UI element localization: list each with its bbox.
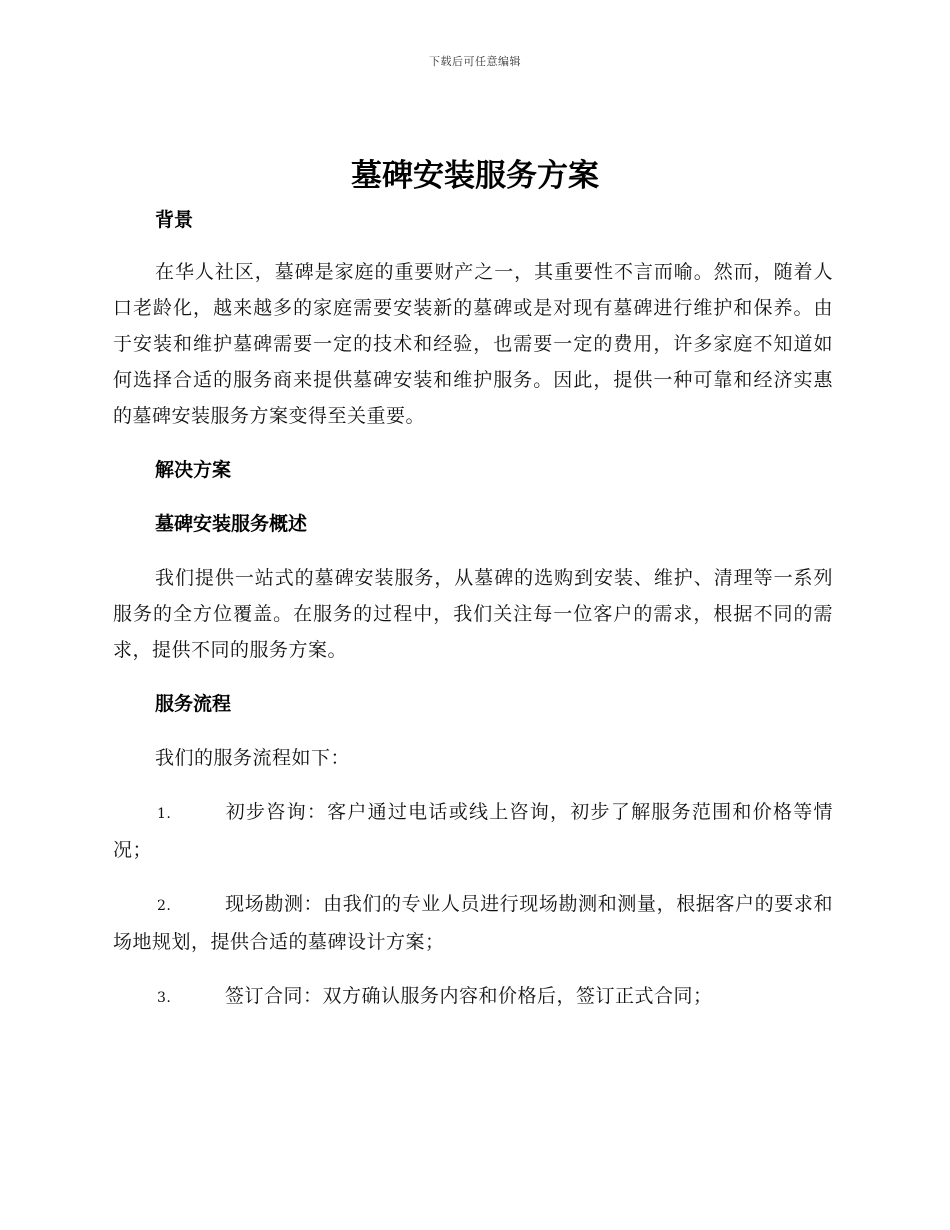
background-paragraph: 在华人社区，墓碑是家庭的重要财产之一，其重要性不言而喻。然而，随着人口老龄化，越来越多的家庭需要安装新的墓碑或是对现有墓碑进行维护和保养。由于安装和维护墓碑需要一定的技术和经验，也需要一定的费用，许多家庭不知道如何选择合适的服务商来提供墓碑安装和维护服务。因此，提供一种可靠和经济实惠的墓碑安装服务方案变得至关重要。 [113, 261, 833, 427]
document-title: 墓碑安装服务方案 [351, 158, 599, 194]
process-step-number: 3. [157, 990, 172, 1006]
process-step-number: 2. [157, 898, 172, 914]
header-note: 下载后可任意编辑 [429, 55, 521, 68]
section-heading-process: 服务流程 [155, 693, 232, 715]
process-step [113, 978, 833, 1016]
process-step-number: 1. [157, 806, 172, 822]
process-step [113, 886, 833, 960]
section-heading-background: 背景 [155, 209, 194, 231]
process-step-text: 现场勘测：由我们的专业人员进行现场勘测和测量，根据客户的要求和场地规划，提供合适的墓碑设计方案； [113, 893, 833, 953]
overview-paragraph: 我们提供一站式的墓碑安装服务，从墓碑的选购到安装、维护、清理等一系列服务的全方位覆盖。在服务的过程中，我们关注每一位客户的需求，根据不同的需求，提供不同的服务方案。 [113, 567, 833, 661]
document-body [113, 202, 833, 1016]
process-intro: 我们的服务流程如下： [155, 747, 351, 769]
process-step-text: 初步咨询：客户通过电话或线上咨询，初步了解服务范围和价格等情况； [113, 801, 833, 861]
section-heading-solution: 解决方案 [155, 459, 232, 481]
process-step-text: 签订合同：双方确认服务内容和价格后，签订正式合同； [225, 985, 713, 1007]
process-step [113, 794, 833, 868]
section-heading-overview: 墓碑安装服务概述 [155, 513, 308, 535]
